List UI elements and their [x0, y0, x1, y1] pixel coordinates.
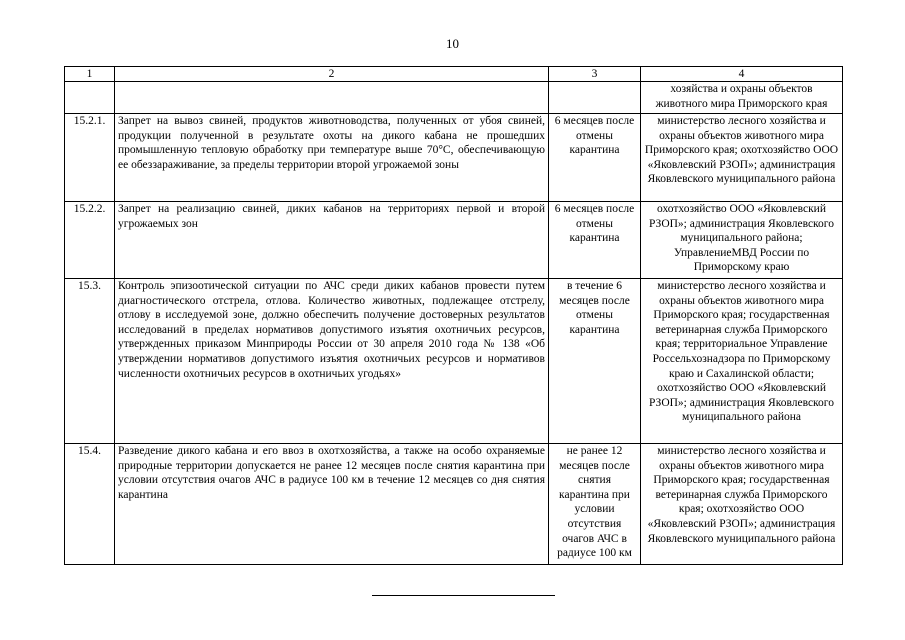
continuation-responsible: хозяйства и охраны объектов животного мира Приморского края [641, 82, 843, 114]
header-cell-4: 4 [641, 67, 843, 82]
table-row [65, 202, 843, 279]
row-term: 6 месяцев после отмены карантина [549, 202, 641, 279]
continuation-row [65, 82, 843, 114]
footnote-separator-line [372, 595, 555, 596]
page-number: 10 [446, 36, 459, 51]
header-cell-1: 1 [65, 67, 115, 82]
row-number: 15.2.2. [65, 202, 115, 279]
row-measure-text: Запрет на реализацию свиней, диких кабанов на территориях первой и второй угрожаемых зон [115, 202, 549, 279]
row-responsible: министерство лесного хозяйства и охраны объектов животного мира Приморского края; государственная ветеринарная служба Приморского края; территориальное Управление Россельхознадзора по Приморскому краю и Сахалинской области; охотхозяйство ООО «Яковлевский РЗОП»; администрация Яковлевского муниципального района [641, 279, 843, 444]
header-cell-3: 3 [549, 67, 641, 82]
row-number: 15.4. [65, 444, 115, 565]
header-cell-2: 2 [115, 67, 549, 82]
row-number: 15.3. [65, 279, 115, 444]
row-responsible: министерство лесного хозяйства и охраны объектов животного мира Приморского края; государственная ветеринарная служба Приморского края; охотхозяйство ООО «Яковлевский РЗОП»; администрация Яковлевского муниципального района [641, 444, 843, 565]
table-row [65, 444, 843, 565]
row-number: 15.2.1. [65, 114, 115, 202]
row-term: 6 месяцев после отмены карантина [549, 114, 641, 202]
continuation-term-cell [549, 82, 641, 114]
row-responsible: охотхозяйство ООО «Яковлевский РЗОП»; администрация Яковлевского муниципального района; УправлениеМВД России по Приморскому краю [641, 202, 843, 279]
table-row [65, 114, 843, 202]
row-term: в течение 6 месяцев после отмены карантина [549, 279, 641, 444]
row-measure-text: Разведение дикого кабана и его ввоз в охотхозяйства, а также на особо охраняемые природные территории допускается не ранее 12 месяцев после снятия карантина при условии отсутствия очагов АЧС в радиусе 100 км в течение 12 месяцев со дня снятия карантина [115, 444, 549, 565]
table-row [65, 279, 843, 444]
continuation-num-cell [65, 82, 115, 114]
row-term: не ранее 12 месяцев после снятия карантина при условии отсутствия очагов АЧС в радиусе 100 км [549, 444, 641, 565]
row-measure-text: Контроль эпизоотической ситуации по АЧС среди диких кабанов провести путем диагностического отстрела, отлова. Количество животных, подлежащее отстрелу, отлову в исследуемой зоне, должно обеспечить получение достоверных результатов исследований в пределах нормативов допустимого изъятия охотничьих ресурсов, утвержденных приказом Минприроды России от 30 апреля 2010 года № 138 «Об утверждении нормативов допустимого изъятия охотничьих ресурсов и нормативов численности охотничьих ресурсов в охотничьих угодьях» [115, 279, 549, 444]
header-row [65, 67, 843, 82]
continuation-text-cell [115, 82, 549, 114]
measures-table [64, 66, 843, 565]
row-responsible: министерство лесного хозяйства и охраны объектов животного мира Приморского края; охотхозяйство ООО «Яковлевский РЗОП»; администрация Яковлевского муниципального района [641, 114, 843, 202]
row-measure-text: Запрет на вывоз свиней, продуктов животноводства, полученных от убоя свиней, продукции полученной в результате охоты на дикого кабана не прошедших промышленную тепловую обработку при температуре выше 70°С, обеспечивающую ее обеззараживание, за пределы территории второй угрожаемой зоны [115, 114, 549, 202]
